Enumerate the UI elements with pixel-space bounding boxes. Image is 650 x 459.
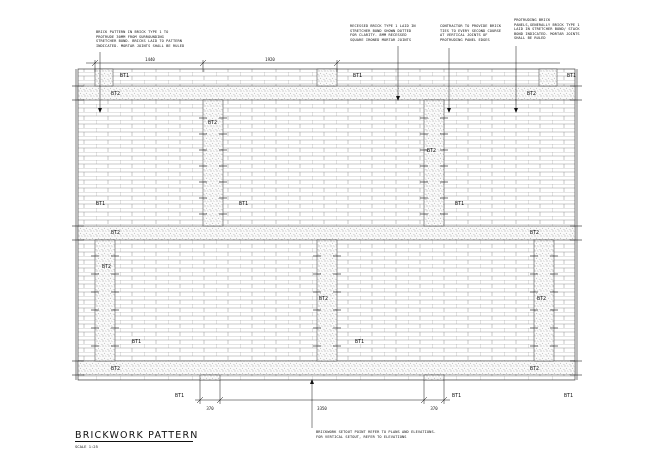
note-line: SHALL BE RULED (514, 36, 546, 41)
band-top (78, 86, 575, 100)
label-bt1: BT1 (132, 339, 142, 345)
note-line: PANELS,GENERALLY BRICK TYPE 1 (514, 22, 580, 27)
note-recessed-brick (350, 24, 416, 42)
dimension-bottom-left: 370 (206, 406, 214, 411)
label-bt2: BT2 (208, 120, 218, 126)
label-bt1: BT1 (455, 201, 465, 207)
note-line: FOR CLARITY. 8MM RECESSED (350, 33, 407, 38)
drawing-title: BRICKWORK PATTERN (75, 430, 199, 441)
label-bt1: BT1 (567, 73, 577, 79)
label-bt1: BT1 (353, 73, 363, 79)
note-line: STRETCHER BOND SHOWN DOTTED (350, 28, 412, 33)
label-bt2: BT2 (527, 91, 537, 97)
pier-mid-left (95, 240, 115, 361)
note-line: PROTRUDING BRICK (514, 18, 551, 22)
label-bt1: BT1 (564, 393, 574, 399)
pier-top-right (424, 100, 444, 226)
label-bt1: BT1 (96, 201, 106, 207)
label-bt2: BT2 (319, 296, 329, 302)
pier-bottom-left (200, 375, 220, 380)
label-bt2: BT2 (427, 148, 437, 154)
pier-bottom-right (424, 375, 444, 380)
label-bt1: BT1 (120, 73, 130, 79)
note-setout-point (316, 430, 436, 439)
note-line: SQUARE IRONED MORTAR JOINTS (350, 37, 412, 42)
dimension-top-right: 1920 (265, 57, 275, 62)
note-line: PROTRUDING PANEL EDGES (440, 37, 490, 42)
note-line: LAID IN STRETCHER BOND/ STACK (514, 27, 580, 32)
label-bt2: BT2 (530, 366, 540, 372)
label-bt1: BT1 (175, 393, 185, 399)
note-protruding-panels (514, 18, 580, 41)
note-line: CONTRACTOR TO PROVIDE BRICK (440, 24, 502, 28)
note-line: BOND INDICATED. MORTAR JOINTS (514, 31, 580, 36)
label-bt2: BT2 (537, 296, 547, 302)
note-line: TIES TO EVERY SECOND COURSE (440, 28, 502, 33)
label-bt2: BT2 (102, 264, 112, 270)
dimension-top-left: 1440 (145, 57, 155, 62)
label-bt1: BT1 (355, 339, 365, 345)
bottom-dimension-line (195, 380, 450, 404)
note-contractor-ties (440, 24, 501, 42)
dimension-bottom-mid: 3350 (317, 406, 327, 411)
label-bt2: BT2 (111, 230, 121, 236)
label-bt2: BT2 (111, 366, 121, 372)
note-line: BRICKWORK SETOUT POINT REFER TO PLANS AND ELEVATIONS. (316, 430, 436, 434)
label-bt2: BT2 (111, 91, 121, 97)
band-bottom (78, 361, 575, 375)
drawing-scale: SCALE 1:25 (75, 444, 98, 449)
note-line: BRICK PATTERN IN BRICK TYPE 1 TO (96, 30, 169, 34)
pier-top-left-outer (95, 69, 113, 86)
band-middle (78, 226, 575, 240)
pier-top-left (203, 100, 223, 226)
note-brick-pattern (96, 30, 184, 48)
title-underline (75, 441, 193, 442)
note-line: STRETCHER BOND. BRICKS LAID TO PATTERN (96, 39, 183, 44)
note-line: INDICATED. MORTAR JOINTS SHALL BE RULED (96, 43, 185, 48)
pier-top-right-outer (539, 69, 557, 86)
dimension-bottom-right: 370 (430, 406, 438, 411)
pier-top-centre (317, 69, 337, 86)
label-bt1: BT1 (239, 201, 249, 207)
label-bt1: BT1 (452, 393, 462, 399)
note-line: PROTRUDE 30MM FROM SURROUNDING (96, 34, 164, 39)
label-bt2: BT2 (530, 230, 540, 236)
note-line: RECESSED BRICK TYPE 1 LAID IN (350, 24, 416, 28)
note-line: AT VERTICAL JOINTS OF (440, 33, 488, 38)
note-line: FOR VERTICAL SETOUT, REFER TO ELEVATIONS (316, 434, 407, 439)
